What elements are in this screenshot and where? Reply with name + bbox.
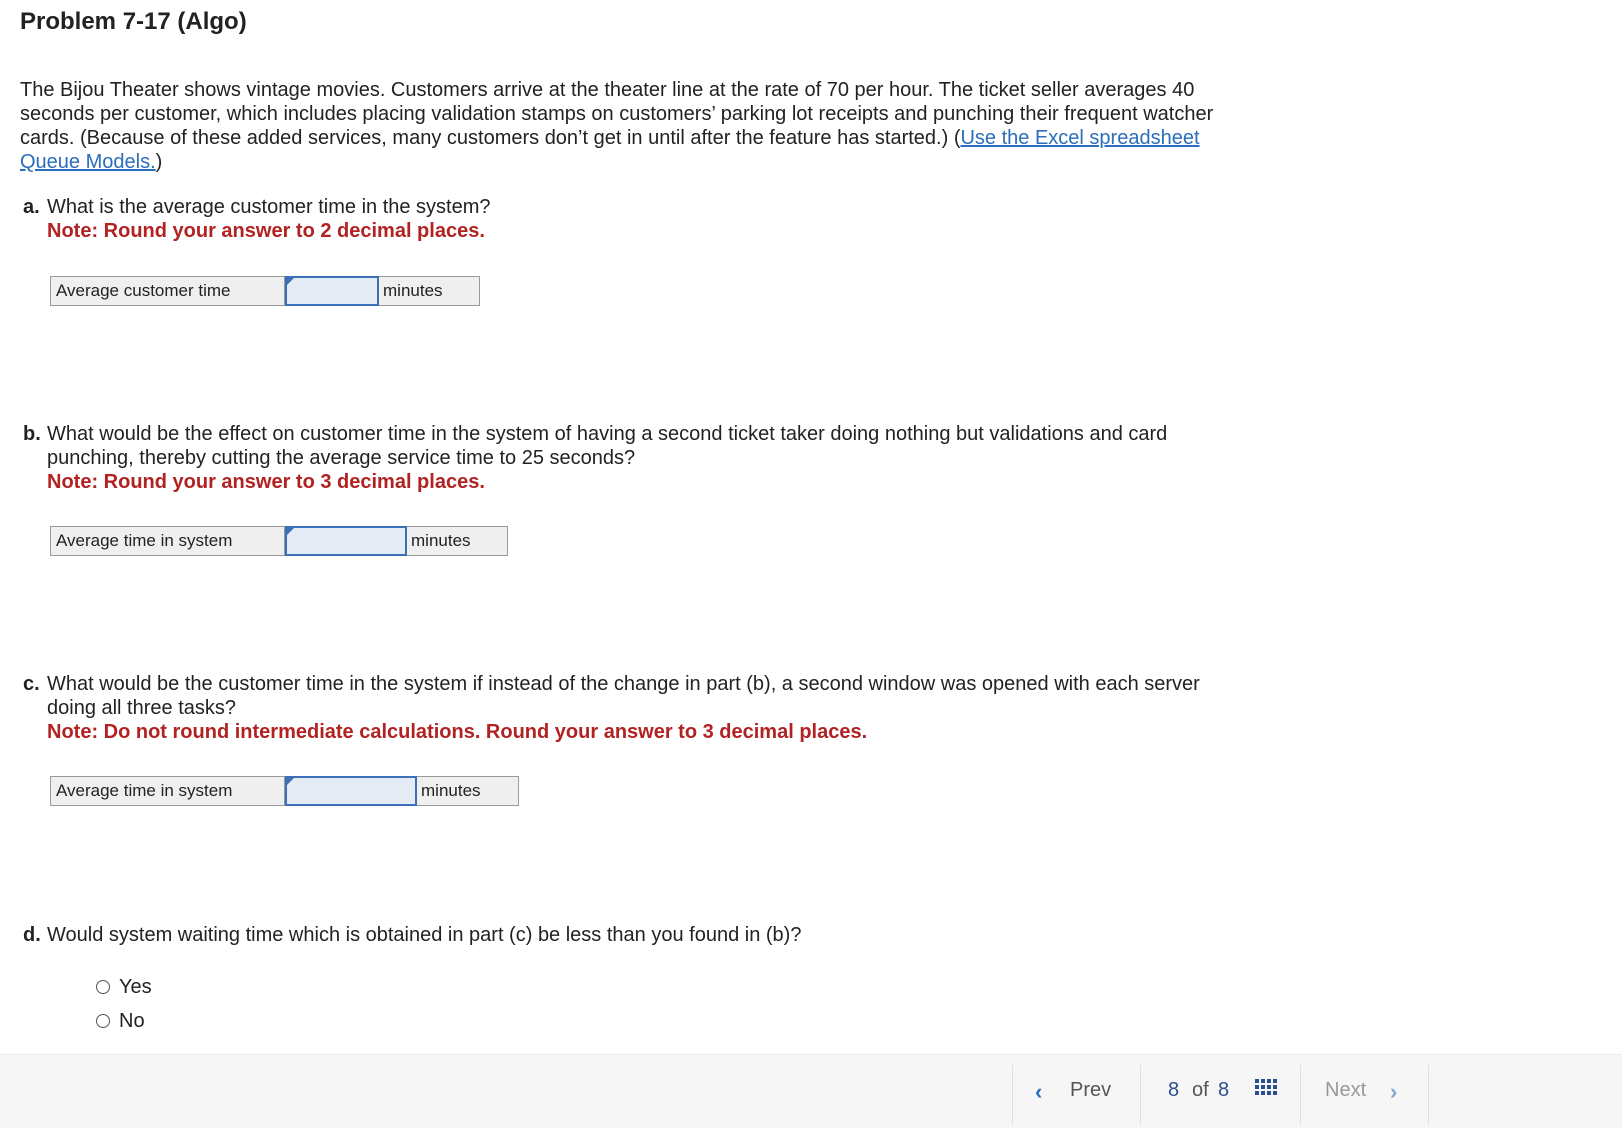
- page-of: of: [1192, 1079, 1209, 1101]
- answer-a-label: Average customer time: [50, 276, 285, 306]
- question-d: [23, 923, 1243, 947]
- question-c-text: What would be the customer time in the system if instead of the change in part (b), a second window was opened with each server doing all three tasks?: [47, 673, 1200, 719]
- answer-row-c: [50, 776, 519, 806]
- question-a: [23, 195, 1243, 243]
- queue-models-link[interactable]: Use the Excel spreadsheet Queue Models.: [20, 127, 1200, 173]
- chevron-right-icon[interactable]: ›: [1390, 1079, 1398, 1104]
- answer-a-unit: minutes: [379, 276, 480, 306]
- intro-text-end: ): [155, 151, 163, 173]
- answer-a-input[interactable]: [285, 276, 379, 306]
- question-d-letter: d.: [23, 924, 41, 946]
- input-flag-icon: [287, 528, 294, 535]
- answer-c-unit: minutes: [417, 776, 519, 806]
- question-d-text: Would system waiting time which is obtained in part (c) be less than you found in (b)?: [47, 924, 802, 946]
- radio-yes-label: Yes: [119, 975, 152, 998]
- answer-b-label: Average time in system: [50, 526, 285, 556]
- page-current: 8: [1168, 1079, 1180, 1101]
- answer-row-a: [50, 276, 480, 306]
- grid-icon[interactable]: [1255, 1079, 1277, 1095]
- next-button[interactable]: Next: [1325, 1079, 1367, 1101]
- answer-c-input[interactable]: [285, 776, 417, 806]
- problem-intro: [20, 78, 1260, 174]
- radio-option-no[interactable]: [96, 1004, 152, 1038]
- answer-b-input[interactable]: [285, 526, 407, 556]
- radio-option-yes[interactable]: [96, 970, 152, 1004]
- answer-d-radio-group: [96, 970, 152, 1038]
- input-flag-icon: [287, 778, 294, 785]
- question-c: [23, 672, 1243, 744]
- question-a-text: What is the average customer time in the system?: [47, 196, 491, 218]
- intro-text: The Bijou Theater shows vintage movies. Customers arrive at the theater line at the rate of 70 per hour. The ticket seller averages 40 seconds per customer, which includes placing validation stamps on customers’ parking lot receipts and punching their frequent watcher cards. (Because of these added services, many customers don’t get in until after the feature has started.) (: [20, 79, 1214, 149]
- answer-b-unit: minutes: [407, 526, 508, 556]
- answer-row-b: [50, 526, 508, 556]
- input-flag-icon: [287, 278, 294, 285]
- question-b-note: Note: Round your answer to 3 decimal places.: [47, 471, 485, 493]
- question-b: [23, 422, 1223, 494]
- question-b-letter: b.: [23, 423, 41, 445]
- question-a-letter: a.: [23, 196, 40, 218]
- radio-no-label: No: [119, 1009, 145, 1032]
- page-total: 8: [1218, 1079, 1230, 1101]
- chevron-left-icon[interactable]: ‹: [1035, 1079, 1043, 1104]
- page-title: Problem 7-17 (Algo): [20, 8, 247, 35]
- question-c-letter: c.: [23, 673, 40, 695]
- question-c-note: Note: Do not round intermediate calculations. Round your answer to 3 decimal places.: [47, 721, 868, 743]
- question-a-note: Note: Round your answer to 2 decimal places.: [47, 220, 485, 242]
- radio-icon[interactable]: [96, 980, 110, 994]
- answer-c-label: Average time in system: [50, 776, 285, 806]
- question-b-text: What would be the effect on customer time in the system of having a second ticket taker doing nothing but validations and card punching, thereby cutting the average service time to 25 seconds?: [47, 423, 1168, 469]
- radio-icon[interactable]: [96, 1014, 110, 1028]
- footer-nav: [0, 1054, 1622, 1128]
- prev-button[interactable]: Prev: [1070, 1079, 1112, 1101]
